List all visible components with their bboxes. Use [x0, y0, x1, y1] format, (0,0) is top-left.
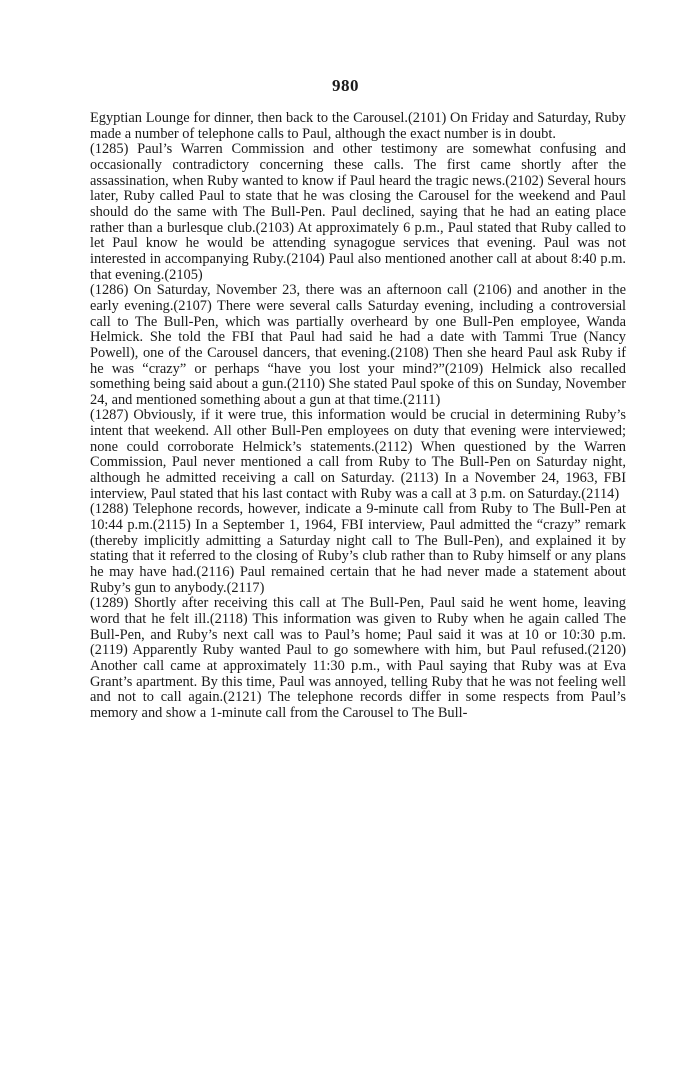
paragraph-1287: (1287) Obviously, if it were true, this information would be crucial in determining Ruby’s intent that weekend. All other Bull-Pen employees on duty that evening were interviewed; none could corroborate Helmick’s statements.(2112) When questioned by the Warren Commission, Paul never mentioned a call from Ruby to The Bull-Pen on Saturday night, although he admitted receiving a call on Saturday. (2113) In a November 24, 1963, FBI interview, Paul stated that his last contact with Ruby was a call at 3 p.m. on Saturday.(2114) — [90, 407, 626, 502]
paragraph-continuation: Egyptian Lounge for dinner, then back to the Carousel.(2101) On Friday and Saturday, Ruby made a number of telephone calls to Paul, although the exact number is in doubt. — [90, 110, 626, 142]
paragraph-1285: (1285) Paul’s Warren Commission and other testimony are somewhat confusing and occasionally contradictory concerning these calls. The first came shortly after the assassination, when Ruby wanted to know if Paul heard the tragic news.(2102) Several hours later, Ruby called Paul to state that he was closing the Carousel for the weekend and Paul should do the same with The Bull-Pen. Paul declined, saying that he had an eating place rather than a burlesque club.(2103) At approximately 6 p.m., Paul stated that Ruby called to let Paul know he would be attending synagogue services that evening. Paul was not interested in accompanying Ruby.(2104) Paul also mentioned another call at about 8:40 p.m. that evening.(2105) — [90, 141, 626, 283]
page-number: 980 — [332, 76, 359, 95]
paragraph-1286: (1286) On Saturday, November 23, there was an afternoon call (2106) and another in the early evening.(2107) There were several calls Saturday evening, including a controversial call to The Bull-Pen, which was partially overheard by one Bull-Pen employee, Wanda Helmick. She told the FBI that Paul had said he had a date with Tammi True (Nancy Powell), one of the Carousel dancers, that evening.(2108) Then she heard Paul ask Ruby if he was “crazy” or perhaps “have you lost your mind?”(2109) Helmick also recalled something being said about a gun.(2110) She stated Paul spoke of this on Sunday, November 24, and mentioned something about a gun at that time.(2111) — [90, 282, 626, 408]
paragraph-1289: (1289) Shortly after receiving this call at The Bull-Pen, Paul said he went home, leaving word that he felt ill.(2118) This information was given to Ruby when he again called The Bull-Pen, and Ruby’s next call was to Paul’s home; Paul said it was at 10 or 10:30 p.m.(2119) Apparently Ruby wanted Paul to go somewhere with him, but Paul refused.(2120) Another call came at approximately 11:30 p.m., with Paul saying that Ruby was at Eva Grant’s apartment. By this time, Paul was annoyed, telling Ruby that he was not feeling well and not to call again.(2121) The telephone records differ in some respects from Paul’s memory and show a 1-minute call from the Carousel to The Bull- — [90, 595, 626, 721]
paragraph-1288: (1288) Telephone records, however, indicate a 9-minute call from Ruby to The Bull-Pen at 10:44 p.m.(2115) In a September 1, 1964, FBI interview, Paul admitted the “crazy” remark (thereby implicitly admitting a Saturday night call to The Bull-Pen), and explained it by stating that it referred to the closing of Ruby’s club rather than to Ruby himself or any plans he may have had.(2116) Paul remained certain that he had never made a statement about Ruby’s gun to anybody.(2117) — [90, 501, 626, 596]
body-text — [90, 111, 626, 722]
